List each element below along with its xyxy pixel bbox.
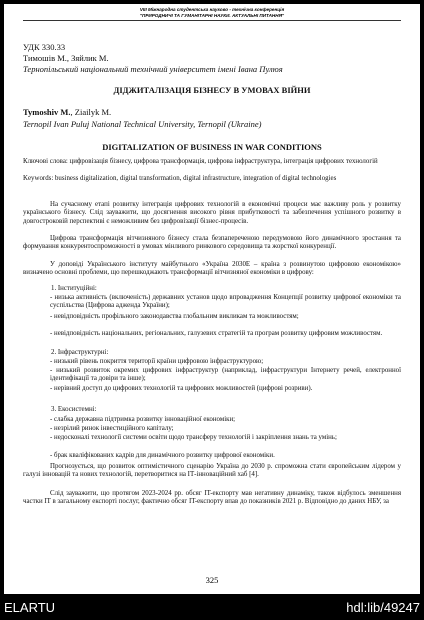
section-3-item: - недосконалі технології системи освіти щодо трансферу технологій і закріплення знань та умінь; [50, 434, 337, 441]
section-1-item: - невідповідність національних, регіональних, галузевих стратегій та програм розвитку цифровим можливостям. [50, 330, 383, 337]
title-ua: ДІДЖИТАЛІЗАЦІЯ БІЗНЕСУ В УМОВАХ ВІЙНИ [113, 85, 311, 95]
section-1-item: - низька активність (включеність) державних установ щодо впровадження Концепції розвитку цифрової економіки та суспільства (Цифрова адженда України); [50, 294, 401, 310]
section-3-heading: 3. Екосистемні: [51, 406, 97, 413]
keywords-ua: Ключові слова: цифровізація бізнесу, цифрова трансформація, цифрова інфраструктура, інтеграція цифрових технологій [23, 158, 378, 165]
paragraph-2: Цифрова трансформація вітчизняного бізнесу стала безпапереченою передумовою його динамічного зростання та формування конкурентоспроможності в умовах мінливого ринкового середовища та жорсткої конкуренції. [23, 235, 401, 251]
section-2-heading: 2. Інфраструктурні: [51, 349, 109, 356]
header-divider [23, 20, 401, 21]
keywords-en: Keywords: business digitalization, digital transformation, digital infrastructure, integration of digital technologies [23, 175, 337, 182]
section-3-item: - слабка державна підтримка розвитку інноваційної економіки; [50, 416, 236, 423]
authors-en [23, 108, 401, 118]
section-3-item: - брак кваліфікованих кадрів для динамічного розвитку цифрової економіки. [50, 452, 275, 459]
section-1-heading: 1. Інституційні: [51, 285, 97, 292]
paragraph-1: На сучасному етапі розвитку інтеграція цифрових технологій в економічні процеси має важливу роль у розвитку українського бізнесу. Слід зауважити, що досягнення високого рівня прибутковості та забезпечення успішного розвитку в довгостроковій перспективі є неможливим без цифровізації бізнес-процесів. [23, 201, 401, 225]
page-number: 325 [205, 575, 219, 585]
section-3-item: - незрілий ринок інвестиційного капіталу; [50, 425, 174, 432]
conference-line-1: VIII Міжнародна студентська науково - технічна конференція [139, 7, 285, 12]
paragraph-3: У доповіді Українського інституту майбутнього «Україна 2030Е – країна з розвинутою цифровою економікою» визначено основні проблеми, що перешкоджають трансформації вітчизняної економіки в цифрову: [23, 261, 401, 277]
paragraph-4: Прогнозується, що розвиток оптимістичного сценарію Україна до 2030 р. спроможна стати європейським лідером у галузі інновацій та нових технологій, перетворитися на ІТ-інноваційний хаб [4]. [23, 463, 401, 479]
section-2-item: - низький розвиток окремих цифрових інфраструктур (наприклад, інфраструктури Інтернету речей, електронної ідентифікації та довіри та інше); [50, 367, 401, 383]
paragraph-5: Слід зауважити, що протягом 2023-2024 рр. обсяг IT-експорту мав негативну динаміку, також відбулось зменшення частки IT в загальному експорті послуг, фактично обсяг IT-експорту впав до показників 2021 р. Відповідно до даних НБУ, за [23, 490, 401, 506]
authors-ua: Тимошів М., Зяйлик М. [23, 53, 109, 63]
footer-handle: hdl:lib/49247 [346, 600, 420, 615]
section-2-item: - низький рівень покриття території країни цифровою інфраструктурою; [50, 358, 264, 365]
authors-en-rest: , Ziailyk M. [70, 107, 112, 117]
conference-line-2: "ПРИРОДНИЧІ ТА ГУМАНІТАРНІ НАУКИ. АКТУАЛЬНІ ПИТАННЯ" [139, 12, 285, 18]
footer-bar [0, 596, 424, 620]
affiliation-en: Ternopil Ivan Puluj National Technical University, Ternopil (Ukraine) [23, 119, 262, 129]
conference-header [104, 7, 320, 18]
udc-code: УДК 330.33 [23, 42, 66, 52]
section-1-item: - невідповідність профільного законодавства глобальним викликам та можливостям; [50, 313, 299, 320]
affiliation-ua: Тернопільський національний технічний університет імені Івана Пулюя [23, 64, 283, 74]
document-page [4, 4, 420, 594]
authors-en-primary: Tymoshiv M. [23, 107, 71, 117]
title-en: DIGITALIZATION OF BUSINESS IN WAR CONDITIONS [102, 142, 322, 152]
section-2-item: - нерівний доступ до цифрових технологій та цифрових можливостей (цифрові розриви). [50, 385, 313, 392]
footer-repository-label: ELARTU [4, 600, 56, 615]
